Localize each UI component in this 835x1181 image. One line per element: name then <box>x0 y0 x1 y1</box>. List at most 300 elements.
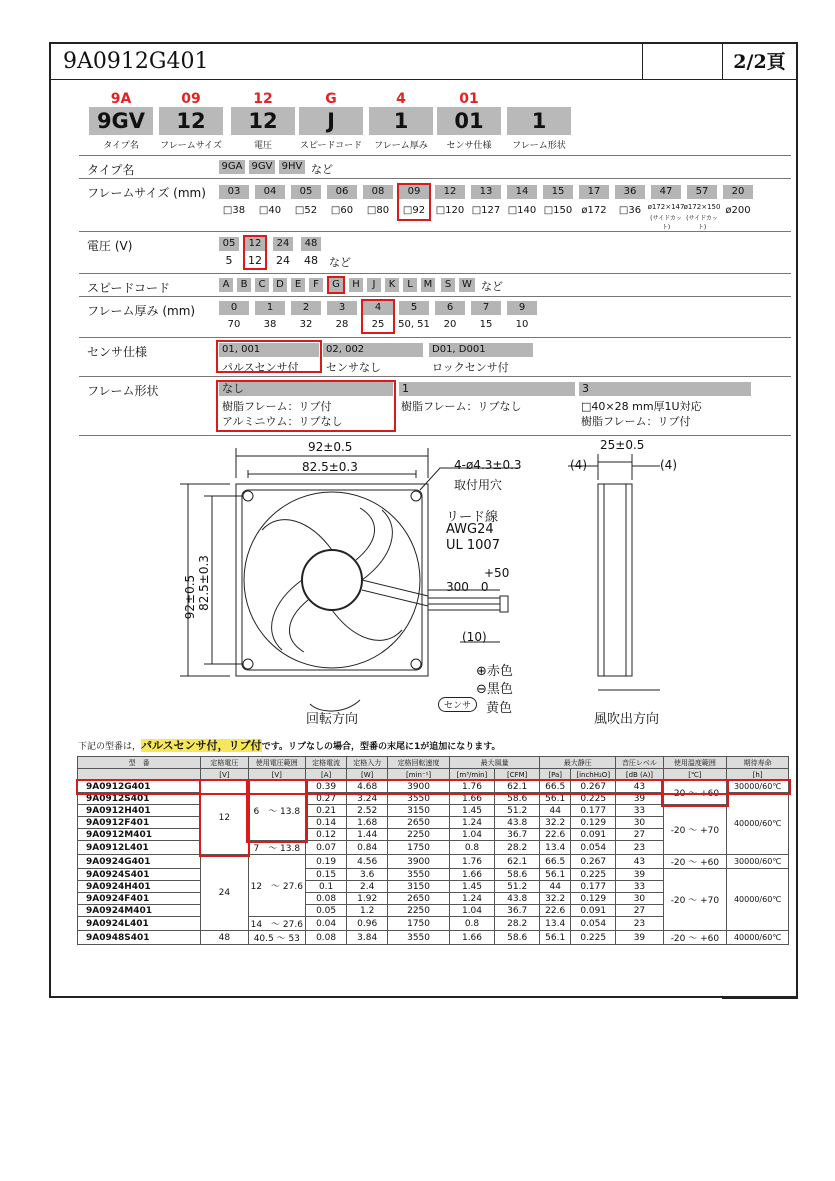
col-header: 定格入力 <box>347 757 388 769</box>
cell: 0.129 <box>571 893 616 905</box>
life-cell: 30000/60℃ <box>727 781 789 793</box>
cell: 0.07 <box>306 841 347 855</box>
pn-label: フレーム厚み <box>374 141 428 151</box>
cell: 3550 <box>388 931 450 945</box>
cell: 1.2 <box>347 905 388 917</box>
cell: 0.08 <box>306 931 347 945</box>
frame-shape-desc: 樹脂フレーム：リブ付 <box>581 415 691 428</box>
cell: 1.68 <box>347 817 388 829</box>
model-cell: 9A0924G401 <box>78 855 201 869</box>
cell: 30 <box>616 893 663 905</box>
cell: 43.8 <box>495 893 540 905</box>
col-header: 定格電流 <box>306 757 347 769</box>
frame-size-value: ø200 <box>725 205 751 216</box>
frame-size-value: □60 <box>330 205 354 216</box>
thickness-value: 20 <box>443 319 457 330</box>
table-units <box>78 769 789 781</box>
thickness-value: 10 <box>515 319 529 330</box>
mount-hole <box>411 659 421 669</box>
speed-code-chip: D <box>273 278 287 292</box>
dim-825-vert-label: 82.5±0.3 <box>196 555 211 611</box>
cell: 28.2 <box>495 841 540 855</box>
fan-blade <box>356 508 375 560</box>
temp-range: -20 ～ +60 <box>663 855 727 869</box>
voltage-code-chip: 48 <box>301 237 321 251</box>
cell: 0.225 <box>571 793 616 805</box>
fan-side-ribs <box>604 484 626 676</box>
note-highlight: パルスセンサ付，リブ付 <box>141 739 262 752</box>
mount-hole <box>243 659 253 669</box>
dim-4-right: (4) <box>660 458 677 472</box>
cell: 44 <box>540 881 571 893</box>
cell: 43 <box>616 781 663 793</box>
lead-wires <box>428 598 500 610</box>
frame-size-value: ø172×147 <box>647 203 685 211</box>
cell: 43 <box>616 855 663 869</box>
cell: 43.8 <box>495 817 540 829</box>
thickness-value: 15 <box>479 319 493 330</box>
unit <box>78 769 201 781</box>
frame-size-value: □150 <box>543 205 573 216</box>
holes-label: 4-ø4.3±0.3 <box>454 458 522 472</box>
frame-code-chip: 08 <box>363 185 393 199</box>
col-header: 定格電圧 <box>201 757 248 769</box>
voltage-suffix: など <box>329 256 351 269</box>
note-line <box>78 737 501 753</box>
cell: 0.14 <box>306 817 347 829</box>
frame-code-chip: 47 <box>651 185 681 199</box>
cell: 3.6 <box>347 869 388 881</box>
cell: 0.19 <box>306 855 347 869</box>
thickness-value: 32 <box>299 319 313 330</box>
col-header: 最大静圧 <box>540 757 616 769</box>
note-post: です。リブなしの場合，型番の末尾に1が追加になります。 <box>261 742 501 752</box>
dim-10-label: (10) <box>462 630 487 644</box>
type-chip: 9HV <box>279 160 305 174</box>
cell: 0.27 <box>306 793 347 805</box>
table-row <box>78 869 789 881</box>
pn-code: 12 <box>253 91 273 107</box>
frame-size-note: (サイドカット) <box>686 215 718 231</box>
thickness-value: 50, 51 <box>398 319 430 330</box>
wire-black: ⊖黒色 <box>476 682 513 697</box>
fan-hub <box>302 550 362 610</box>
holes-desc: 取付用穴 <box>454 478 503 492</box>
frame-size-value: □140 <box>507 205 537 216</box>
frame-code-chip: 06 <box>327 185 357 199</box>
cell: 3150 <box>388 805 450 817</box>
col-header: 最大風量 <box>449 757 539 769</box>
speed-code-chip: L <box>403 278 417 292</box>
speed-code-chip: K <box>385 278 399 292</box>
cell: 2.4 <box>347 881 388 893</box>
fan-blade <box>289 600 308 652</box>
cell: 23 <box>616 917 663 931</box>
life-cell: 40000/60℃ <box>727 931 789 945</box>
rated-voltage: 24 <box>201 855 248 931</box>
cell: 0.12 <box>306 829 347 841</box>
cell: 3900 <box>388 855 450 869</box>
cell: 58.6 <box>495 931 540 945</box>
cell: 0.96 <box>347 917 388 931</box>
cell: 33 <box>616 805 663 817</box>
pn-value: 9GV <box>89 107 153 135</box>
pn-value: 12 <box>159 107 223 135</box>
cell: 1750 <box>388 917 450 931</box>
cell: 62.1 <box>495 855 540 869</box>
voltage-value: 48 <box>304 254 318 267</box>
cell: 1.76 <box>449 781 494 793</box>
speed-code-chip: S <box>441 278 455 292</box>
frame-shape-desc: 樹脂フレーム：リブなし <box>401 400 522 413</box>
cell: 2650 <box>388 893 450 905</box>
frame-shape-code-chip: なし <box>219 382 393 396</box>
dim-25-label: 25±0.5 <box>600 438 645 452</box>
fan-frame-inner <box>242 490 422 670</box>
cell: 0.091 <box>571 905 616 917</box>
dim-4-left: (4) <box>570 458 587 472</box>
cell: 32.2 <box>540 817 571 829</box>
frame-size-value: □80 <box>366 205 390 216</box>
unit: [h] <box>727 769 789 781</box>
cell: 27 <box>616 829 663 841</box>
frame-size-value: ø172 <box>581 205 607 216</box>
fan-venturi <box>244 492 420 668</box>
pn-label: スピードコード <box>299 141 363 151</box>
fan-frame-outline <box>236 484 428 676</box>
pn-label: フレームサイズ <box>160 141 222 151</box>
frame-code-chip: 05 <box>291 185 321 199</box>
table-row <box>78 781 789 793</box>
sensor-desc: ロックセンサ付 <box>432 361 509 374</box>
cell: 0.054 <box>571 917 616 931</box>
sensor-code-chip: D01, D001 <box>429 343 533 357</box>
speed-code-chip: B <box>237 278 251 292</box>
cell: 0.08 <box>306 893 347 905</box>
cell: 0.177 <box>571 805 616 817</box>
frame-shape-desc: 樹脂フレーム：リブ付 <box>222 400 332 413</box>
speed-suffix: など <box>481 280 503 293</box>
airflow-label: 風吹出方向 <box>594 712 660 727</box>
cell: 2250 <box>388 905 450 917</box>
thickness-code-chip: 6 <box>435 301 465 315</box>
frame-size-value: □36 <box>618 205 642 216</box>
thickness-value: 38 <box>263 319 277 330</box>
pn-code: 01 <box>459 91 479 107</box>
cell: 0.054 <box>571 841 616 855</box>
voltage-range: 6 ～ 13.8 <box>248 781 306 841</box>
cell: 0.091 <box>571 829 616 841</box>
unit: [CFM] <box>495 769 540 781</box>
frame-shape-code-chip: 3 <box>579 382 751 396</box>
cell: 0.05 <box>306 905 347 917</box>
thickness-code-chip: 0 <box>219 301 249 315</box>
cell: 4.56 <box>347 855 388 869</box>
voltage-code-chip: 24 <box>273 237 293 251</box>
model-cell: 9A0912L401 <box>78 841 201 855</box>
pn-code: 4 <box>396 91 406 107</box>
frame-size-value: □127 <box>471 205 501 216</box>
cell: 13.4 <box>540 917 571 931</box>
cell: 0.39 <box>306 781 347 793</box>
unit: [Pa] <box>540 769 571 781</box>
temp-range: -20 ～ +70 <box>663 805 727 855</box>
table-row <box>78 805 789 817</box>
life-cell: 40000/60℃ <box>727 793 789 855</box>
cell: 23 <box>616 841 663 855</box>
voltage-value: 24 <box>276 254 290 267</box>
thickness-label: フレーム厚み (mm) <box>87 304 196 318</box>
frame-code-chip: 17 <box>579 185 609 199</box>
pn-value: 12 <box>231 107 295 135</box>
voltage-range: 7 ～ 13.8 <box>248 841 306 855</box>
cell: 1.04 <box>449 829 494 841</box>
model-cell: 9A0924M401 <box>78 905 201 917</box>
col-header: 使用電圧範囲 <box>248 757 306 769</box>
model-cell: 9A0912G401 <box>78 781 201 793</box>
cell: 22.6 <box>540 829 571 841</box>
wire-yellow: 黄色 <box>486 701 513 716</box>
frame-size-note: (サイドカット) <box>650 215 682 231</box>
cell: 1.45 <box>449 881 494 893</box>
cell: 3150 <box>388 881 450 893</box>
unit: [m³/min] <box>449 769 494 781</box>
fan-blade <box>362 510 392 580</box>
pn-label: タイプ名 <box>103 141 139 151</box>
lead-awg: AWG24 <box>446 522 494 537</box>
cell: 3550 <box>388 869 450 881</box>
cell: 1.76 <box>449 855 494 869</box>
frame-size-value: ø172×150 <box>683 203 721 211</box>
model-cell: 9A0924S401 <box>78 869 201 881</box>
tol-label: +50 <box>484 566 510 580</box>
cell: 1.66 <box>449 793 494 805</box>
unit: [dB (A)] <box>616 769 663 781</box>
voltage-code-chip: 12 <box>245 237 265 251</box>
type-chip: 9GA <box>219 160 245 174</box>
speed-code-chip: G <box>329 278 343 292</box>
unit: [W] <box>347 769 388 781</box>
connector <box>500 596 508 612</box>
frame-size-label: フレームサイズ (mm) <box>87 186 206 200</box>
mount-hole <box>243 491 253 501</box>
frame-code-chip: 04 <box>255 185 285 199</box>
unit: [inchH₂O] <box>571 769 616 781</box>
cell: 1.24 <box>449 893 494 905</box>
cell: 0.267 <box>571 855 616 869</box>
note-pre: 下記の型番は， <box>78 742 142 752</box>
cell: 33 <box>616 881 663 893</box>
sensor-desc: パルスセンサ付 <box>222 361 299 374</box>
cell: 39 <box>616 869 663 881</box>
frame-size-value: □52 <box>294 205 318 216</box>
frame-size-value: □120 <box>435 205 465 216</box>
sensor-code-chip: 02, 002 <box>323 343 423 357</box>
cell: 1.44 <box>347 829 388 841</box>
speed-code-chip: H <box>349 278 363 292</box>
rated-voltage: 12 <box>201 781 248 855</box>
speed-code-chip: A <box>219 278 233 292</box>
footer-bar <box>722 996 798 999</box>
cell: 0.225 <box>571 869 616 881</box>
cell: 58.6 <box>495 793 540 805</box>
thickness-code-chip: 4 <box>363 301 393 315</box>
rotation-label: 回転方向 <box>306 712 359 727</box>
frame-code-chip: 03 <box>219 185 249 199</box>
cell: 0.267 <box>571 781 616 793</box>
frame-code-chip: 14 <box>507 185 537 199</box>
fan-blade <box>332 610 402 640</box>
cell: 36.7 <box>495 829 540 841</box>
thickness-code-chip: 2 <box>291 301 321 315</box>
wire-sensor-tag: センサ <box>438 697 477 712</box>
frame-size-value: □40 <box>258 205 282 216</box>
temp-range: -20 ～ +60 <box>663 931 727 945</box>
frame-code-chip: 20 <box>723 185 753 199</box>
frame-size-value: □38 <box>222 205 246 216</box>
col-header: 型 番 <box>78 757 201 769</box>
cell: 3.84 <box>347 931 388 945</box>
model-cell: 9A0924L401 <box>78 917 201 931</box>
cell: 22.6 <box>540 905 571 917</box>
pn-value: 1 <box>369 107 433 135</box>
frame-shape-desc: アルミニウム：リブなし <box>222 415 343 428</box>
cell: 62.1 <box>495 781 540 793</box>
model-cell: 9A0912M401 <box>78 829 201 841</box>
frame-code-chip: 13 <box>471 185 501 199</box>
dim-300-label: 300 0 <box>446 580 489 594</box>
frame-size-value: □92 <box>402 205 426 216</box>
speed-code-chip: F <box>309 278 323 292</box>
pn-code: G <box>325 91 337 107</box>
speed-code-chip: C <box>255 278 269 292</box>
table-header <box>78 757 789 769</box>
model-cell: 9A0924F401 <box>78 893 201 905</box>
cell: 2650 <box>388 817 450 829</box>
life-cell: 40000/60℃ <box>727 869 789 931</box>
voltage-range: 14 ～ 27.6 <box>248 917 306 931</box>
table-row <box>78 855 789 869</box>
model-cell: 9A0912S401 <box>78 793 201 805</box>
pn-value: 01 <box>437 107 501 135</box>
temp-range: -20 ～ +60 <box>663 781 727 805</box>
model-cell: 9A0948S401 <box>78 931 201 945</box>
cell: 3900 <box>388 781 450 793</box>
cell: 3.24 <box>347 793 388 805</box>
cell: 0.177 <box>571 881 616 893</box>
cell: 36.7 <box>495 905 540 917</box>
model-cell: 9A0912H401 <box>78 805 201 817</box>
temp-range: -20 ～ +70 <box>663 869 727 931</box>
cell: 39 <box>616 793 663 805</box>
col-header: 音圧レベル <box>616 757 663 769</box>
life-cell: 30000/60℃ <box>727 855 789 869</box>
voltage-label: 電圧 (V) <box>87 239 133 253</box>
cell: 2.52 <box>347 805 388 817</box>
model-cell: 9A0912F401 <box>78 817 201 829</box>
col-header: 使用温度範囲 <box>663 757 727 769</box>
unit: [V] <box>201 769 248 781</box>
fan-blade <box>262 520 332 550</box>
cell: 0.129 <box>571 817 616 829</box>
header-model: 9A0912G401 <box>63 49 209 74</box>
pn-code: 09 <box>181 91 201 107</box>
cell: 51.2 <box>495 881 540 893</box>
lead-label: リード線 <box>446 510 499 525</box>
frame-code-chip: 15 <box>543 185 573 199</box>
cell: 0.04 <box>306 917 347 931</box>
frame-code-chip: 09 <box>399 185 429 199</box>
col-header: 定格回転速度 <box>388 757 450 769</box>
speed-code-chip: W <box>459 278 475 292</box>
frame-shape-label: フレーム形状 <box>87 384 159 398</box>
cell: 1.66 <box>449 931 494 945</box>
model-cell: 9A0924H401 <box>78 881 201 893</box>
thickness-code-chip: 1 <box>255 301 285 315</box>
cell: 27 <box>616 905 663 917</box>
cell: 56.1 <box>540 931 571 945</box>
cell: 44 <box>540 805 571 817</box>
cell: 1.92 <box>347 893 388 905</box>
dim-92-vert-label: 92±0.5 <box>183 574 198 620</box>
col-header: 期待寿命 <box>727 757 789 769</box>
voltage-range: 12 ～ 27.6 <box>248 855 306 917</box>
cell: 66.5 <box>540 781 571 793</box>
mount-hole <box>411 491 421 501</box>
voltage-range: 40.5 ～ 53 <box>248 931 306 945</box>
cell: 1.45 <box>449 805 494 817</box>
speed-code-chip: E <box>291 278 305 292</box>
cell: 30 <box>616 817 663 829</box>
rated-voltage: 48 <box>201 931 248 945</box>
voltage-code-chip: 05 <box>219 237 239 251</box>
fan-side-outline <box>598 484 632 676</box>
wire-red: ⊕赤色 <box>476 664 513 679</box>
thickness-code-chip: 5 <box>399 301 429 315</box>
cell: 1.66 <box>449 869 494 881</box>
speed-code-chip: M <box>421 278 435 292</box>
cell: 56.1 <box>540 869 571 881</box>
cell: 1.24 <box>449 817 494 829</box>
spec-table <box>77 756 789 945</box>
frame-code-chip: 57 <box>687 185 717 199</box>
sensor-desc: センサなし <box>326 361 381 374</box>
type-chip: 9GV <box>249 160 275 174</box>
speed-code-chip: J <box>367 278 381 292</box>
cell: 32.2 <box>540 893 571 905</box>
voltage-value: 12 <box>248 254 262 267</box>
unit: [min⁻¹] <box>388 769 450 781</box>
cell: 0.84 <box>347 841 388 855</box>
dim-92-label: 92±0.5 <box>308 440 353 454</box>
cell: 0.1 <box>306 881 347 893</box>
dim-825-label: 82.5±0.3 <box>302 460 358 474</box>
cell: 0.225 <box>571 931 616 945</box>
pn-code: 9A <box>110 91 132 107</box>
cell: 13.4 <box>540 841 571 855</box>
cell: 0.8 <box>449 841 494 855</box>
cell: 0.8 <box>449 917 494 931</box>
frame-shape-code-chip: 1 <box>399 382 575 396</box>
lead-wire-guide <box>362 580 428 606</box>
pn-label: 電圧 <box>253 141 272 151</box>
cell: 56.1 <box>540 793 571 805</box>
unit: [V] <box>248 769 306 781</box>
speed-label: スピードコード <box>87 281 171 295</box>
sensor-code-chip: 01, 001 <box>219 343 319 357</box>
thickness-value: 25 <box>371 319 385 330</box>
cell: 1750 <box>388 841 450 855</box>
